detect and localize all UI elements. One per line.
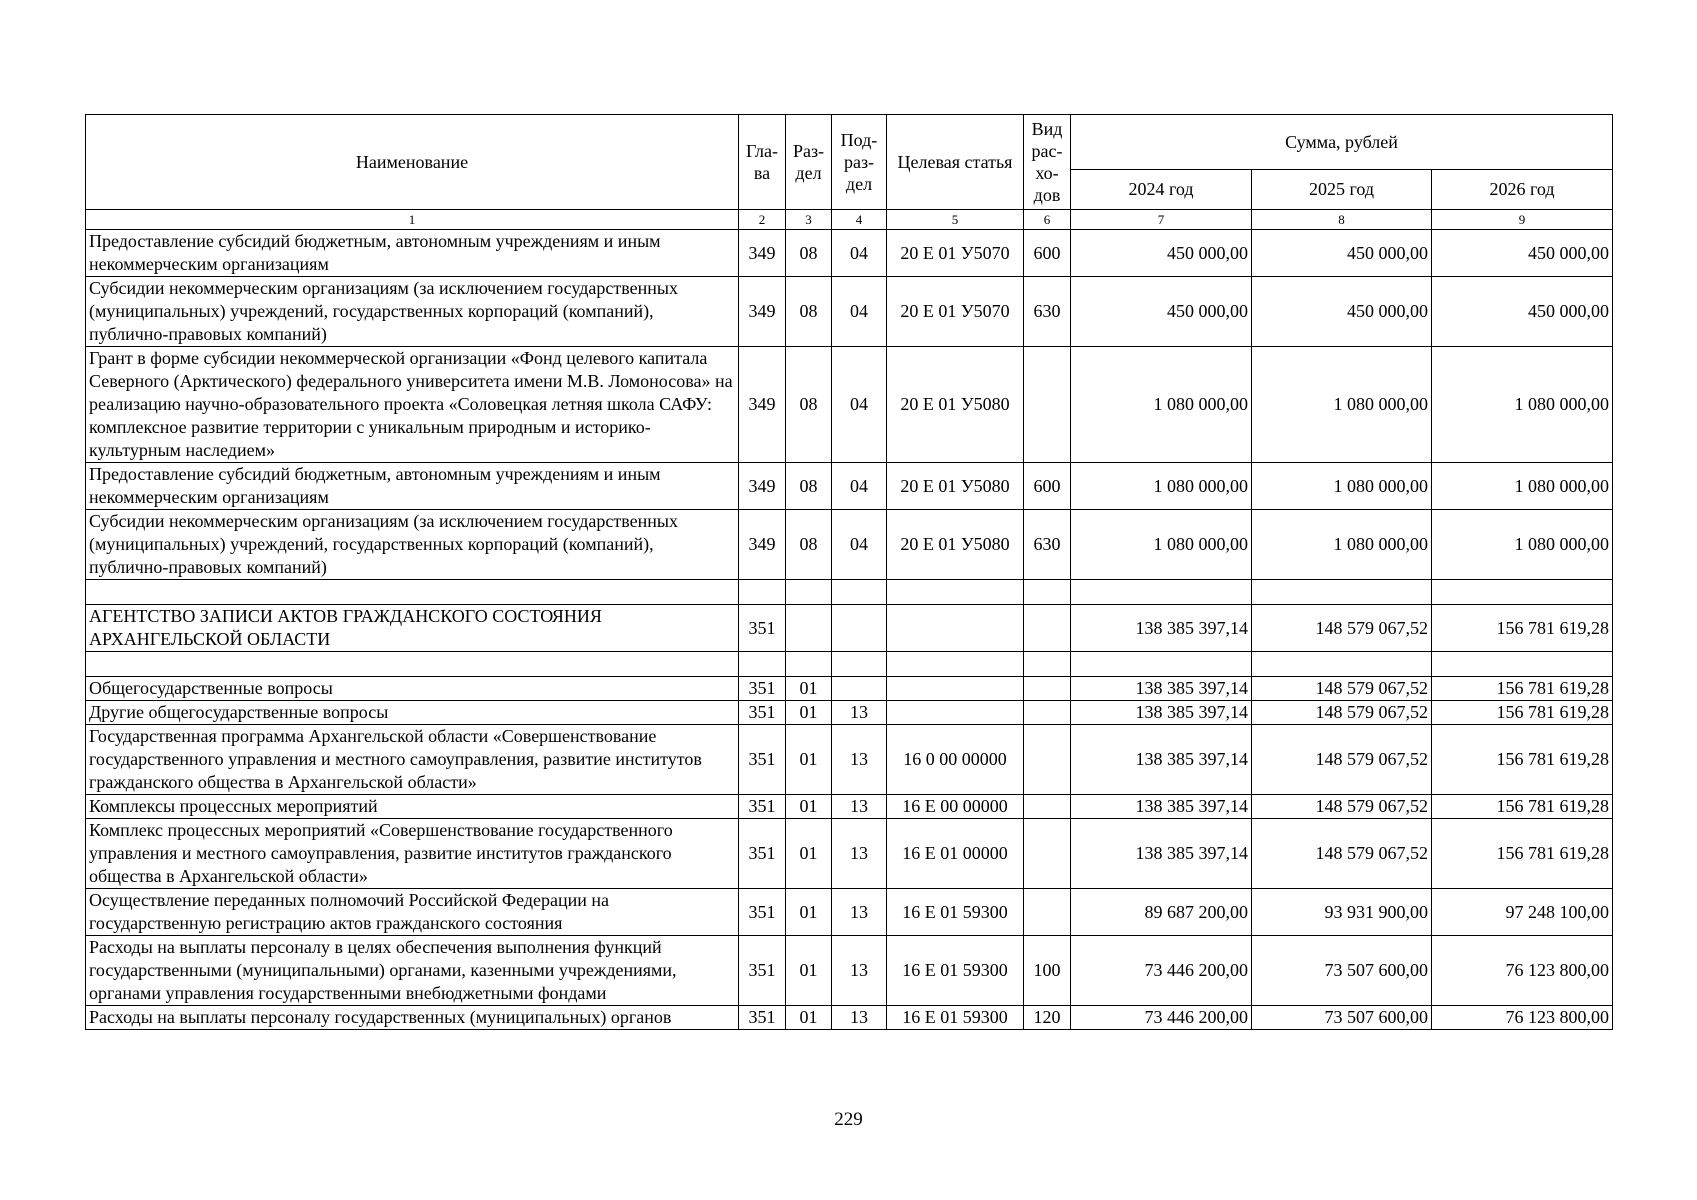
cell-sum-2026: 450 000,00 [1432, 230, 1613, 277]
table-row [86, 277, 1613, 347]
cell-podrazdel: 04 [832, 230, 887, 277]
cell-sum-2025: 93 931 900,00 [1252, 889, 1432, 936]
cell-name: Предоставление субсидий бюджетным, автономным учреждениям и иным некоммерческим организациям [86, 463, 739, 510]
cell-sum-2025: 450 000,00 [1252, 230, 1432, 277]
cell-vid [1024, 347, 1071, 463]
cell-glava: 351 [739, 1006, 786, 1030]
cell-sum-2024: 138 385 397,14 [1071, 795, 1252, 819]
cell-razdel: 08 [786, 277, 832, 347]
cell-sum-2026: 97 248 100,00 [1432, 889, 1613, 936]
cell-glava: 349 [739, 230, 786, 277]
cell-sum-2026: 156 781 619,28 [1432, 795, 1613, 819]
cell-sum-2025: 148 579 067,52 [1252, 605, 1432, 652]
cell-podrazdel: 04 [832, 277, 887, 347]
cell-vid: 120 [1024, 1006, 1071, 1030]
header-2024: 2024 год [1071, 170, 1252, 210]
cell-article: 16 Е 01 59300 [887, 889, 1024, 936]
cell-name: Субсидии некоммерческим организациям (за исключением государственных (муниципальных) учреждений, государственных корпораций (компаний), публично-правовых компаний) [86, 277, 739, 347]
cell-podrazdel: 04 [832, 347, 887, 463]
header-razdel: Раз-дел [786, 115, 832, 210]
empty-cell [1071, 580, 1252, 605]
cell-sum-2026: 76 123 800,00 [1432, 1006, 1613, 1030]
empty-cell [1024, 652, 1071, 677]
cell-razdel: 01 [786, 936, 832, 1006]
cell-sum-2026: 156 781 619,28 [1432, 677, 1613, 701]
empty-cell [786, 580, 832, 605]
cell-glava: 351 [739, 701, 786, 725]
cell-sum-2024: 73 446 200,00 [1071, 1006, 1252, 1030]
cell-article: 16 Е 00 00000 [887, 795, 1024, 819]
cell-sum-2024: 138 385 397,14 [1071, 819, 1252, 889]
cell-podrazdel: 13 [832, 936, 887, 1006]
cell-razdel: 01 [786, 701, 832, 725]
empty-cell [1252, 580, 1432, 605]
spacer-row [86, 652, 1613, 677]
cell-sum-2026: 156 781 619,28 [1432, 701, 1613, 725]
cell-sum-2026: 156 781 619,28 [1432, 725, 1613, 795]
cell-article [887, 677, 1024, 701]
empty-cell [1432, 580, 1613, 605]
empty-cell [86, 652, 739, 677]
cell-razdel: 01 [786, 1006, 832, 1030]
empty-cell [786, 652, 832, 677]
cell-name: Предоставление субсидий бюджетным, автономным учреждениям и иным некоммерческим организациям [86, 230, 739, 277]
cell-vid [1024, 701, 1071, 725]
cell-razdel: 08 [786, 230, 832, 277]
cell-sum-2025: 148 579 067,52 [1252, 795, 1432, 819]
column-number: 7 [1071, 210, 1252, 230]
table-row [86, 701, 1613, 725]
cell-sum-2024: 138 385 397,14 [1071, 605, 1252, 652]
cell-article: 20 Е 01 У5070 [887, 230, 1024, 277]
cell-razdel: 01 [786, 725, 832, 795]
cell-sum-2025: 1 080 000,00 [1252, 463, 1432, 510]
header-2026: 2026 год [1432, 170, 1613, 210]
cell-razdel: 01 [786, 819, 832, 889]
table-row [86, 677, 1613, 701]
table-row [86, 1006, 1613, 1030]
cell-vid [1024, 725, 1071, 795]
empty-cell [887, 652, 1024, 677]
empty-cell [86, 580, 739, 605]
cell-sum-2025: 148 579 067,52 [1252, 819, 1432, 889]
cell-podrazdel: 13 [832, 819, 887, 889]
cell-sum-2025: 1 080 000,00 [1252, 510, 1432, 580]
cell-vid [1024, 889, 1071, 936]
empty-cell [739, 652, 786, 677]
column-number: 5 [887, 210, 1024, 230]
empty-cell [832, 652, 887, 677]
cell-sum-2025: 148 579 067,52 [1252, 725, 1432, 795]
cell-name: АГЕНТСТВО ЗАПИСИ АКТОВ ГРАЖДАНСКОГО СОСТОЯНИЯ АРХАНГЕЛЬСКОЙ ОБЛАСТИ [86, 605, 739, 652]
cell-glava: 351 [739, 889, 786, 936]
table-row [86, 230, 1613, 277]
table-row [86, 510, 1613, 580]
cell-podrazdel: 13 [832, 701, 887, 725]
cell-sum-2026: 76 123 800,00 [1432, 936, 1613, 1006]
header-podrazdel: Под-раз-дел [832, 115, 887, 210]
cell-glava: 349 [739, 510, 786, 580]
cell-sum-2024: 1 080 000,00 [1071, 463, 1252, 510]
cell-razdel: 08 [786, 463, 832, 510]
budget-table [85, 114, 1613, 1030]
cell-sum-2025: 450 000,00 [1252, 277, 1432, 347]
cell-glava: 349 [739, 347, 786, 463]
spacer-row [86, 580, 1613, 605]
empty-cell [1252, 652, 1432, 677]
cell-article: 20 Е 01 У5070 [887, 277, 1024, 347]
cell-name: Расходы на выплаты персоналу в целях обеспечения выполнения функций государственными (муниципальными) органами, казенными учреждениями, органами управления государственными внебюджетными фондами [86, 936, 739, 1006]
header-glava: Гла-ва [739, 115, 786, 210]
cell-podrazdel [832, 605, 887, 652]
cell-sum-2024: 450 000,00 [1071, 230, 1252, 277]
cell-sum-2025: 73 507 600,00 [1252, 1006, 1432, 1030]
cell-podrazdel [832, 677, 887, 701]
cell-sum-2025: 148 579 067,52 [1252, 701, 1432, 725]
table-row [86, 795, 1613, 819]
header-article: Целевая статья [887, 115, 1024, 210]
cell-razdel [786, 605, 832, 652]
cell-podrazdel: 13 [832, 889, 887, 936]
table-row [86, 605, 1613, 652]
cell-glava: 351 [739, 605, 786, 652]
empty-cell [1024, 580, 1071, 605]
cell-article: 16 Е 01 59300 [887, 1006, 1024, 1030]
cell-name: Комплексы процессных мероприятий [86, 795, 739, 819]
empty-cell [1071, 652, 1252, 677]
table-row [86, 463, 1613, 510]
cell-sum-2026: 156 781 619,28 [1432, 605, 1613, 652]
cell-article: 20 Е 01 У5080 [887, 347, 1024, 463]
cell-vid: 100 [1024, 936, 1071, 1006]
cell-sum-2024: 138 385 397,14 [1071, 677, 1252, 701]
cell-razdel: 01 [786, 795, 832, 819]
cell-sum-2026: 1 080 000,00 [1432, 510, 1613, 580]
cell-podrazdel: 04 [832, 463, 887, 510]
cell-podrazdel: 04 [832, 510, 887, 580]
header-name: Наименование [86, 115, 739, 210]
table-row [86, 725, 1613, 795]
page-number: 229 [834, 1109, 863, 1130]
cell-sum-2024: 73 446 200,00 [1071, 936, 1252, 1006]
column-number: 4 [832, 210, 887, 230]
cell-glava: 351 [739, 795, 786, 819]
header-2025: 2025 год [1252, 170, 1432, 210]
cell-name: Общегосударственные вопросы [86, 677, 739, 701]
table-row [86, 889, 1613, 936]
cell-vid: 630 [1024, 510, 1071, 580]
cell-sum-2024: 89 687 200,00 [1071, 889, 1252, 936]
cell-name: Расходы на выплаты персоналу государственных (муниципальных) органов [86, 1006, 739, 1030]
header-sum: Сумма, рублей [1071, 115, 1613, 170]
empty-cell [1432, 652, 1613, 677]
column-number: 3 [786, 210, 832, 230]
cell-glava: 349 [739, 277, 786, 347]
cell-glava: 349 [739, 463, 786, 510]
cell-sum-2026: 156 781 619,28 [1432, 819, 1613, 889]
cell-vid [1024, 819, 1071, 889]
cell-sum-2026: 1 080 000,00 [1432, 347, 1613, 463]
cell-name: Осуществление переданных полномочий Российской Федерации на государственную регистрацию актов гражданского состояния [86, 889, 739, 936]
cell-sum-2024: 1 080 000,00 [1071, 347, 1252, 463]
cell-article [887, 701, 1024, 725]
table-row [86, 819, 1613, 889]
cell-article: 16 Е 01 00000 [887, 819, 1024, 889]
cell-vid: 600 [1024, 463, 1071, 510]
table-row [86, 936, 1613, 1006]
empty-cell [832, 580, 887, 605]
cell-vid [1024, 677, 1071, 701]
column-number: 6 [1024, 210, 1071, 230]
cell-razdel: 01 [786, 677, 832, 701]
cell-article: 16 0 00 00000 [887, 725, 1024, 795]
cell-sum-2024: 450 000,00 [1071, 277, 1252, 347]
cell-glava: 351 [739, 677, 786, 701]
cell-razdel: 08 [786, 347, 832, 463]
cell-article: 16 Е 01 59300 [887, 936, 1024, 1006]
empty-cell [739, 580, 786, 605]
cell-vid: 600 [1024, 230, 1071, 277]
cell-article: 20 Е 01 У5080 [887, 510, 1024, 580]
cell-sum-2024: 1 080 000,00 [1071, 510, 1252, 580]
cell-sum-2024: 138 385 397,14 [1071, 725, 1252, 795]
cell-razdel: 08 [786, 510, 832, 580]
cell-name: Государственная программа Архангельской области «Совершенствование государственного управления и местного самоуправления, развитие институтов гражданского общества в Архангельской области» [86, 725, 739, 795]
cell-sum-2025: 148 579 067,52 [1252, 677, 1432, 701]
cell-glava: 351 [739, 725, 786, 795]
table-row [86, 347, 1613, 463]
cell-glava: 351 [739, 819, 786, 889]
cell-podrazdel: 13 [832, 725, 887, 795]
column-number: 2 [739, 210, 786, 230]
cell-podrazdel: 13 [832, 795, 887, 819]
column-number: 1 [86, 210, 739, 230]
cell-name: Субсидии некоммерческим организациям (за исключением государственных (муниципальных) учреждений, государственных корпораций (компаний), публично-правовых компаний) [86, 510, 739, 580]
cell-article: 20 Е 01 У5080 [887, 463, 1024, 510]
cell-article [887, 605, 1024, 652]
table-body [86, 230, 1613, 1030]
cell-name: Грант в форме субсидии некоммерческой организации «Фонд целевого капитала Северного (Арктического) федерального университета имени М.В. Ломоносова» на реализацию научно-образовательного проекта «Соловецкая летняя школа САФУ: комплексное развитие территории с уникальным природным и историко-культурным наследием» [86, 347, 739, 463]
cell-name: Другие общегосударственные вопросы [86, 701, 739, 725]
header-vid: Вид рас-хо-дов [1024, 115, 1071, 210]
cell-name: Комплекс процессных мероприятий «Совершенствование государственного управления и местного самоуправления, развитие институтов гражданского общества в Архангельской области» [86, 819, 739, 889]
empty-cell [887, 580, 1024, 605]
cell-glava: 351 [739, 936, 786, 1006]
cell-razdel: 01 [786, 889, 832, 936]
column-number: 9 [1432, 210, 1613, 230]
cell-sum-2025: 1 080 000,00 [1252, 347, 1432, 463]
cell-sum-2024: 138 385 397,14 [1071, 701, 1252, 725]
cell-podrazdel: 13 [832, 1006, 887, 1030]
column-number: 8 [1252, 210, 1432, 230]
cell-sum-2026: 450 000,00 [1432, 277, 1613, 347]
cell-sum-2025: 73 507 600,00 [1252, 936, 1432, 1006]
cell-vid [1024, 605, 1071, 652]
cell-sum-2026: 1 080 000,00 [1432, 463, 1613, 510]
cell-vid: 630 [1024, 277, 1071, 347]
cell-vid [1024, 795, 1071, 819]
